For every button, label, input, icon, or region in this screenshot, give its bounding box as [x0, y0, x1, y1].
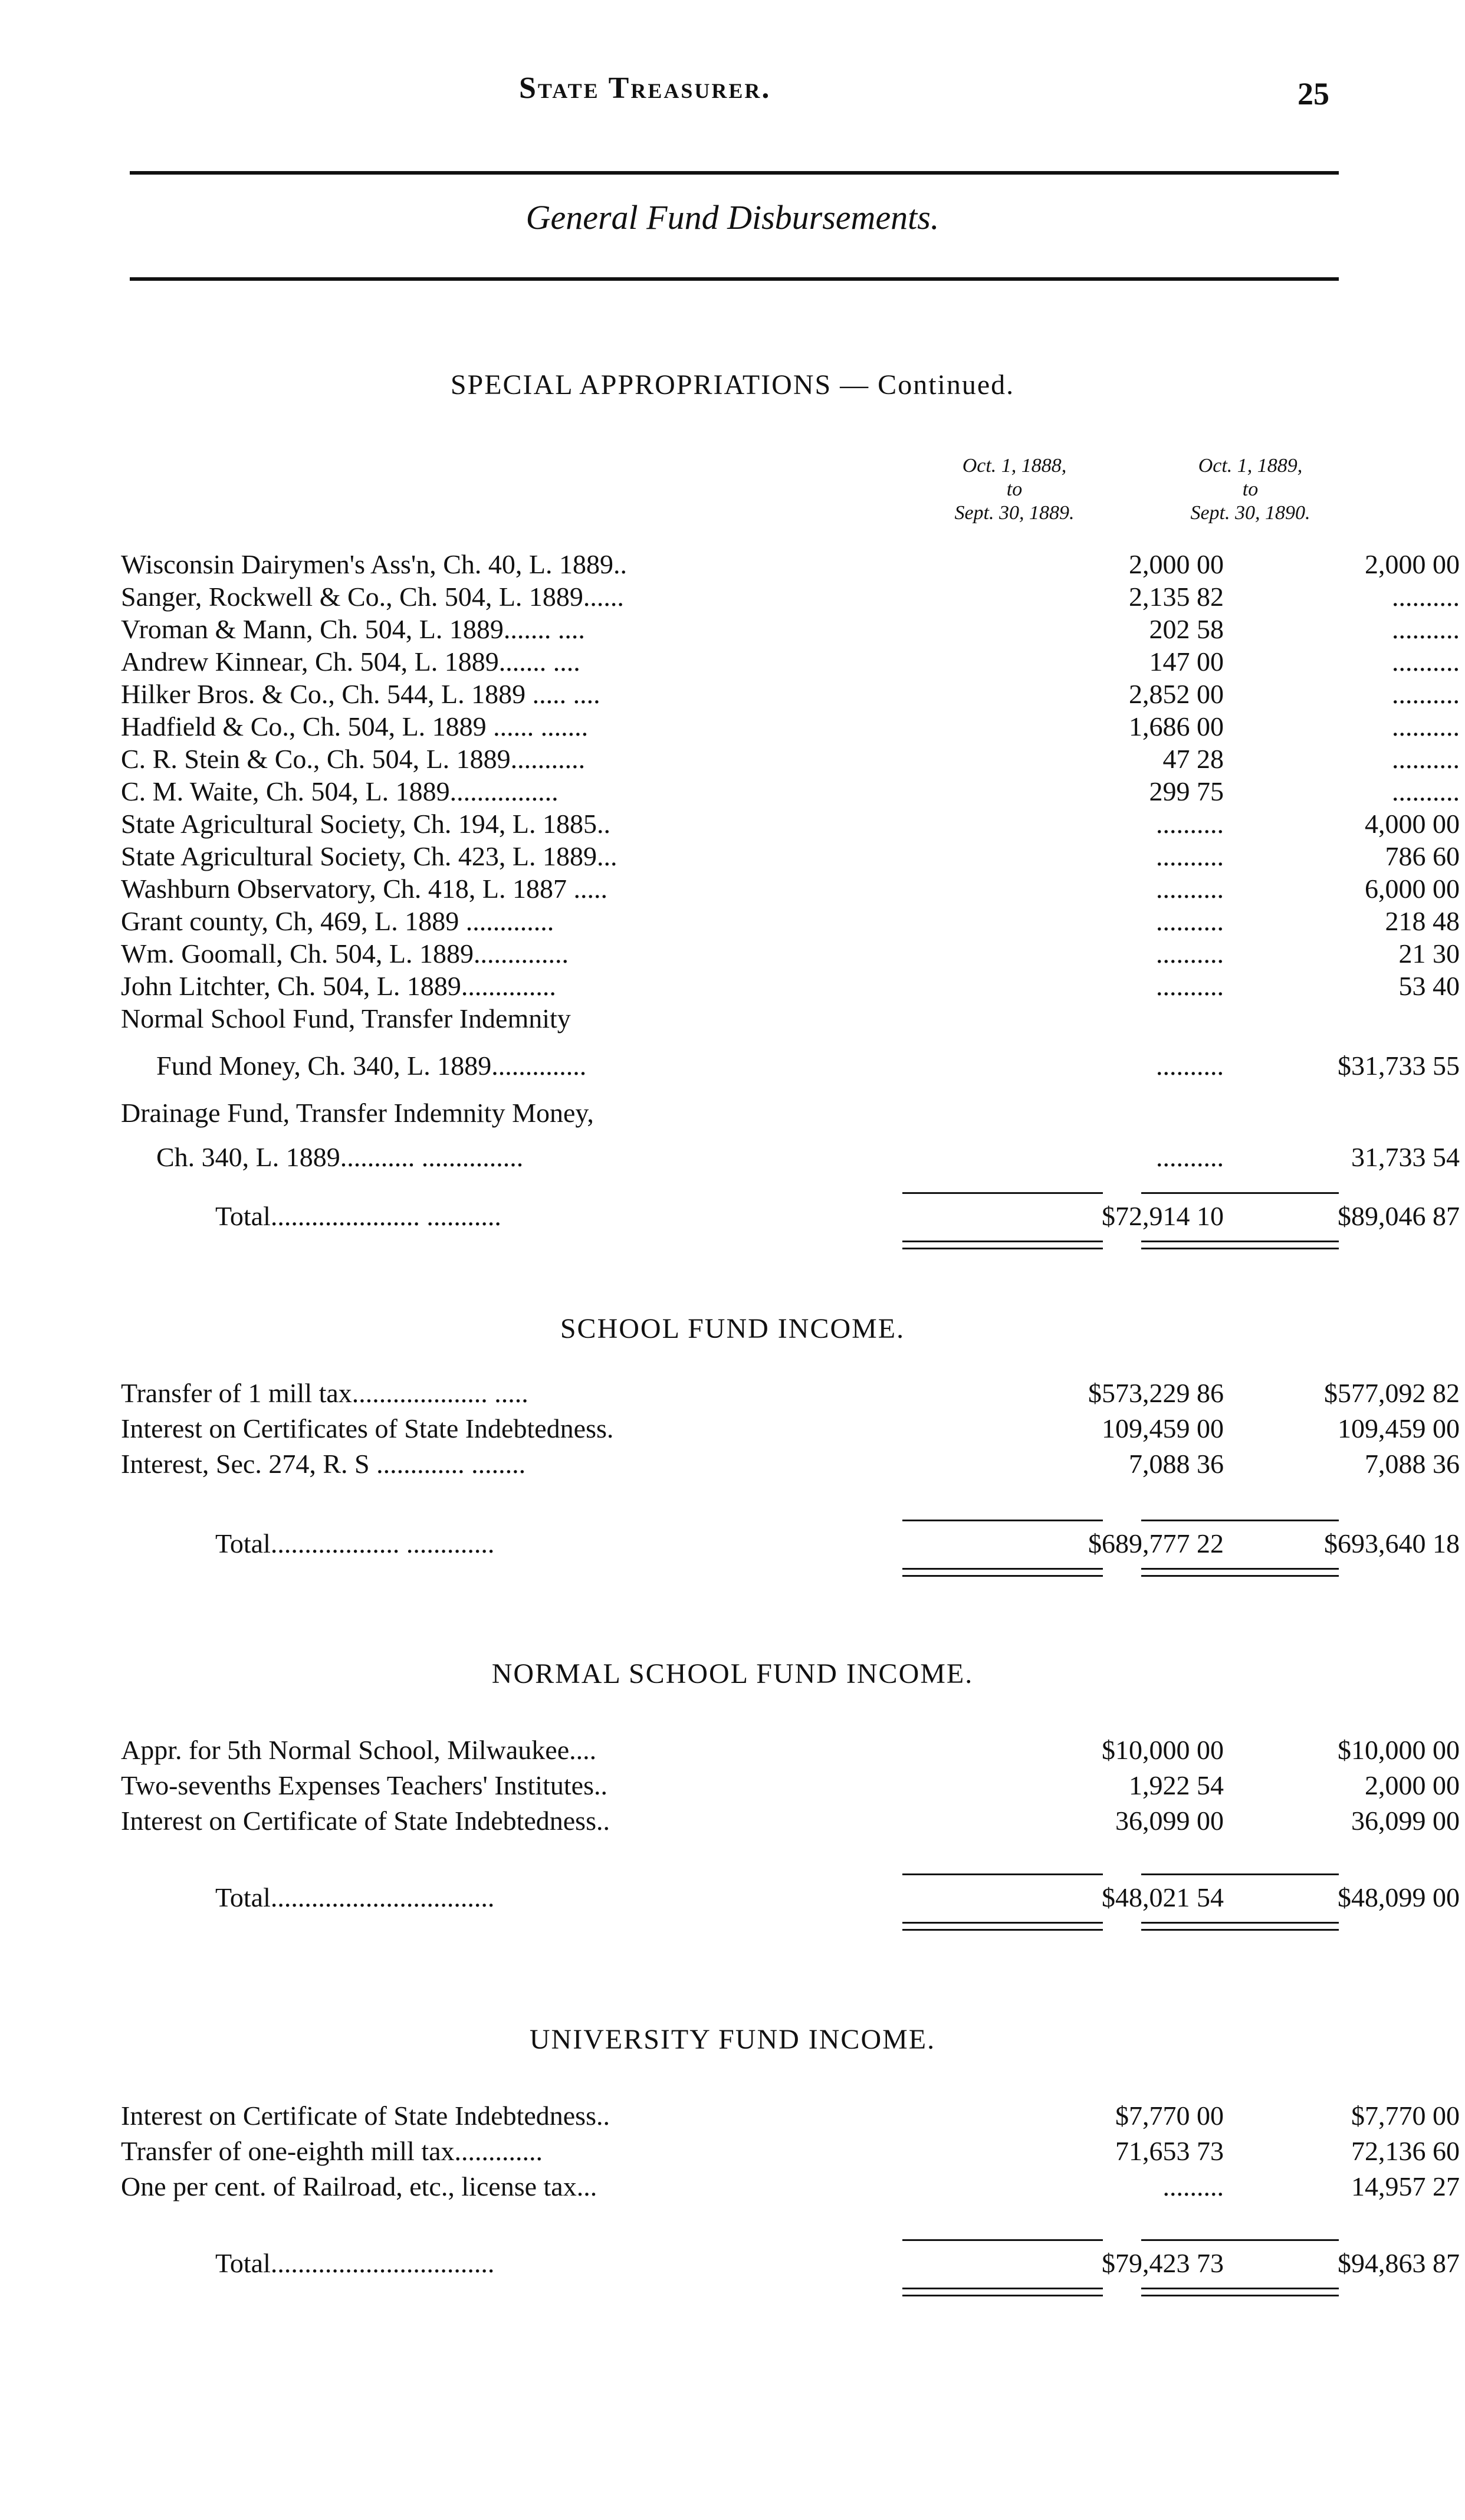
row-label: C. M. Waite, Ch. 504, L. 1889................: [121, 776, 559, 806]
value-1888-1889: ..........: [1156, 874, 1224, 904]
total-row: [121, 1882, 1460, 1918]
total-label: Total................... .............: [215, 1528, 495, 1558]
row-label: State Agricultural Society, Ch. 194, L. 1885..: [121, 809, 611, 839]
sum-rule: [902, 1873, 1103, 1875]
value-1889-1890: 36,099 00: [1351, 1806, 1460, 1836]
row-label: Hadfield & Co., Ch. 504, L. 1889 ...... .......: [121, 711, 589, 741]
value-1888-1889: $573,229 86: [1088, 1378, 1224, 1408]
table-row: [121, 841, 1460, 877]
value-1889-1890: ..........: [1392, 614, 1460, 644]
row-label: C. R. Stein & Co., Ch. 504, L. 1889...........: [121, 744, 586, 774]
column-header-1888-1889: [920, 454, 1109, 525]
value-1889-1890: 53 40: [1398, 971, 1460, 1001]
value-1888-1889: 36,099 00: [1115, 1806, 1224, 1836]
top-rule: [130, 171, 1339, 175]
col1-line3: Sept. 30, 1889.: [954, 502, 1075, 524]
double-rule: [1141, 1248, 1339, 1249]
col2-line2: to: [1242, 478, 1259, 500]
col2-line3: Sept. 30, 1890.: [1190, 502, 1310, 524]
value-1888-1889: 2,135 82: [1129, 582, 1224, 612]
table-row: [121, 938, 1460, 974]
row-label: Normal School Fund, Transfer Indemnity: [121, 1003, 571, 1033]
page-subtitle: General Fund Disbursements.: [525, 198, 940, 237]
value-1889-1890: 4,000 00: [1365, 809, 1460, 839]
table-row: [121, 1734, 1460, 1771]
row-label: Washburn Observatory, Ch. 418, L. 1887 .....: [121, 874, 608, 904]
value-1889-1890: ..........: [1392, 679, 1460, 709]
row-label: Vroman & Mann, Ch. 504, L. 1889....... ....: [121, 614, 585, 644]
row-label: Transfer of one-eighth mill tax.............: [121, 2136, 543, 2166]
row-label: Fund Money, Ch. 340, L. 1889..............: [156, 1051, 587, 1081]
row-label: Interest on Certificate of State Indebtedness..: [121, 1806, 610, 1836]
value-1889-1890: 786 60: [1385, 841, 1460, 871]
value-1888-1889: 2,852 00: [1129, 679, 1224, 709]
value-1888-1889: 299 75: [1149, 776, 1224, 806]
value-1889-1890: $7,770 00: [1351, 2101, 1460, 2131]
col1-line1: Oct. 1, 1888,: [962, 455, 1067, 477]
table-row: [121, 2135, 1460, 2172]
double-rule: [902, 2295, 1103, 2296]
row-label: One per cent. of Railroad, etc., license tax...: [121, 2171, 597, 2201]
value-1888-1889: 7,088 36: [1129, 1449, 1224, 1479]
value-1888-1889: ..........: [1156, 1142, 1224, 1172]
total-label: Total...................... ...........: [215, 1201, 501, 1231]
double-rule: [902, 1575, 1103, 1577]
value-1888-1889: 1,686 00: [1129, 711, 1224, 741]
row-label: Sanger, Rockwell & Co., Ch. 504, L. 1889......: [121, 582, 624, 612]
value-1888-1889: $7,770 00: [1115, 2101, 1224, 2131]
subtitle-rule: [130, 277, 1339, 281]
value-1888-1889: .........: [1162, 2171, 1224, 2201]
table-row: [121, 1805, 1460, 1842]
value-1888-1889: ..........: [1156, 939, 1224, 969]
value-1888-1889: ..........: [1156, 971, 1224, 1001]
value-1889-1890: 7,088 36: [1365, 1449, 1460, 1479]
sum-rule: [902, 1192, 1103, 1194]
row-label: State Agricultural Society, Ch. 423, L. 1889...: [121, 841, 617, 871]
row-label: Two-sevenths Expenses Teachers' Institutes..: [121, 1770, 607, 1800]
table-row: [121, 1377, 1460, 1414]
value-1889-1890: 218 48: [1385, 906, 1460, 936]
total-1888-1889: $79,423 73: [1102, 2248, 1224, 2278]
col2-line1: Oct. 1, 1889,: [1198, 455, 1303, 477]
value-1888-1889: 202 58: [1149, 614, 1224, 644]
row-label: Interest, Sec. 274, R. S ............. ........: [121, 1449, 526, 1479]
row-label: Andrew Kinnear, Ch. 504, L. 1889....... ....: [121, 647, 580, 677]
table-row: [121, 808, 1460, 845]
value-1889-1890: 109,459 00: [1338, 1413, 1460, 1443]
total-1888-1889: $689,777 22: [1088, 1528, 1224, 1558]
value-1888-1889: $10,000 00: [1102, 1735, 1224, 1765]
table-row: [121, 581, 1460, 618]
value-1888-1889: 109,459 00: [1102, 1413, 1224, 1443]
sum-rule: [1141, 1520, 1339, 1521]
row-label: Grant county, Ch, 469, L. 1889 .............: [121, 906, 554, 936]
table-row: [121, 905, 1460, 942]
table-row: [121, 1141, 1460, 1178]
table-row: [121, 1770, 1460, 1806]
university-fund-heading: UNIVERSITY FUND INCOME.: [529, 2024, 936, 2055]
sum-rule: [902, 1520, 1103, 1521]
value-1889-1890: 14,957 27: [1351, 2171, 1460, 2201]
row-label: Ch. 340, L. 1889........... ...............: [156, 1142, 524, 1172]
school-fund-heading: SCHOOL FUND INCOME.: [560, 1313, 905, 1344]
table-row: [121, 776, 1460, 812]
value-1889-1890: $577,092 82: [1324, 1378, 1460, 1408]
double-rule: [1141, 1241, 1339, 1242]
total-label: Total.................................: [215, 2248, 495, 2278]
value-1889-1890: ..........: [1392, 776, 1460, 806]
double-rule: [902, 2288, 1103, 2289]
value-1889-1890: 31,733 54: [1351, 1142, 1460, 1172]
table-row: [121, 1097, 1348, 1134]
total-row: [121, 1200, 1460, 1237]
table-row: [121, 549, 1460, 585]
value-1889-1890: ..........: [1392, 711, 1460, 741]
double-rule: [1141, 2295, 1339, 2296]
table-row: [121, 1413, 1460, 1449]
total-1889-1890: $693,640 18: [1324, 1528, 1460, 1558]
table-row: [121, 1050, 1460, 1087]
double-rule: [902, 1922, 1103, 1924]
total-1889-1890: $94,863 87: [1338, 2248, 1460, 2278]
value-1888-1889: 47 28: [1162, 744, 1224, 774]
value-1888-1889: ..........: [1156, 1051, 1224, 1081]
total-1889-1890: $48,099 00: [1338, 1882, 1460, 1912]
value-1889-1890: $31,733 55: [1338, 1051, 1460, 1081]
table-row: [121, 1448, 1460, 1485]
table-row: [121, 873, 1460, 910]
value-1888-1889: 147 00: [1149, 647, 1224, 677]
row-label: Wisconsin Dairymen's Ass'n, Ch. 40, L. 1889..: [121, 549, 628, 579]
total-label: Total.................................: [215, 1882, 495, 1912]
row-label: Appr. for 5th Normal School, Milwaukee....: [121, 1735, 597, 1765]
value-1889-1890: ..........: [1392, 582, 1460, 612]
value-1889-1890: 21 30: [1398, 939, 1460, 969]
table-row: [121, 646, 1460, 682]
page-number: 25: [1298, 76, 1329, 111]
row-label: Interest on Certificates of State Indebtedness.: [121, 1413, 614, 1443]
double-rule: [902, 1929, 1103, 1931]
total-1888-1889: $48,021 54: [1102, 1882, 1224, 1912]
double-rule: [1141, 1575, 1339, 1577]
double-rule: [1141, 1922, 1339, 1924]
table-row: [121, 743, 1460, 780]
value-1889-1890: $10,000 00: [1338, 1735, 1460, 1765]
double-rule: [1141, 1568, 1339, 1570]
table-row: [121, 2171, 1460, 2207]
double-rule: [1141, 1929, 1339, 1931]
double-rule: [1141, 2288, 1339, 2289]
sum-rule: [1141, 1192, 1339, 1194]
table-row: [121, 1003, 1348, 1039]
sum-rule: [902, 2239, 1103, 2241]
total-row: [121, 2247, 1460, 2284]
table-row: [121, 970, 1460, 1007]
value-1889-1890: 2,000 00: [1365, 1770, 1460, 1800]
col1-line2: to: [1006, 478, 1023, 500]
column-header-1889-1890: [1156, 454, 1345, 525]
value-1889-1890: ..........: [1392, 744, 1460, 774]
special-appropriations-heading: SPECIAL APPROPRIATIONS — Continued.: [450, 369, 1015, 401]
value-1889-1890: 72,136 60: [1351, 2136, 1460, 2166]
table-row: [121, 2100, 1460, 2137]
row-label: Interest on Certificate of State Indebtedness..: [121, 2101, 610, 2131]
table-row: [121, 613, 1460, 650]
row-label: Hilker Bros. & Co., Ch. 544, L. 1889 ..... ....: [121, 679, 600, 709]
value-1889-1890: 2,000 00: [1365, 549, 1460, 579]
running-head: State Treasurer.: [519, 71, 771, 105]
page-header: [0, 71, 1465, 124]
value-1888-1889: ..........: [1156, 809, 1224, 839]
value-1888-1889: 2,000 00: [1129, 549, 1224, 579]
row-label: Drainage Fund, Transfer Indemnity Money,: [121, 1098, 594, 1128]
double-rule: [902, 1248, 1103, 1249]
value-1889-1890: 6,000 00: [1365, 874, 1460, 904]
row-label: Wm. Goomall, Ch. 504, L. 1889..............: [121, 939, 569, 969]
table-row: [121, 678, 1460, 715]
sum-rule: [1141, 2239, 1339, 2241]
value-1888-1889: 71,653 73: [1115, 2136, 1224, 2166]
table-row: [121, 711, 1460, 747]
normal-school-fund-heading: NORMAL SCHOOL FUND INCOME.: [491, 1658, 974, 1689]
row-label: Transfer of 1 mill tax.................... .....: [121, 1378, 528, 1408]
double-rule: [902, 1568, 1103, 1570]
sum-rule: [1141, 1873, 1339, 1875]
value-1888-1889: 1,922 54: [1129, 1770, 1224, 1800]
row-label: John Litchter, Ch. 504, L. 1889..............: [121, 971, 556, 1001]
total-1888-1889: $72,914 10: [1102, 1201, 1224, 1231]
total-row: [121, 1528, 1460, 1564]
value-1888-1889: ..........: [1156, 841, 1224, 871]
value-1888-1889: ..........: [1156, 906, 1224, 936]
value-1889-1890: ..........: [1392, 647, 1460, 677]
total-1889-1890: $89,046 87: [1338, 1201, 1460, 1231]
double-rule: [902, 1241, 1103, 1242]
